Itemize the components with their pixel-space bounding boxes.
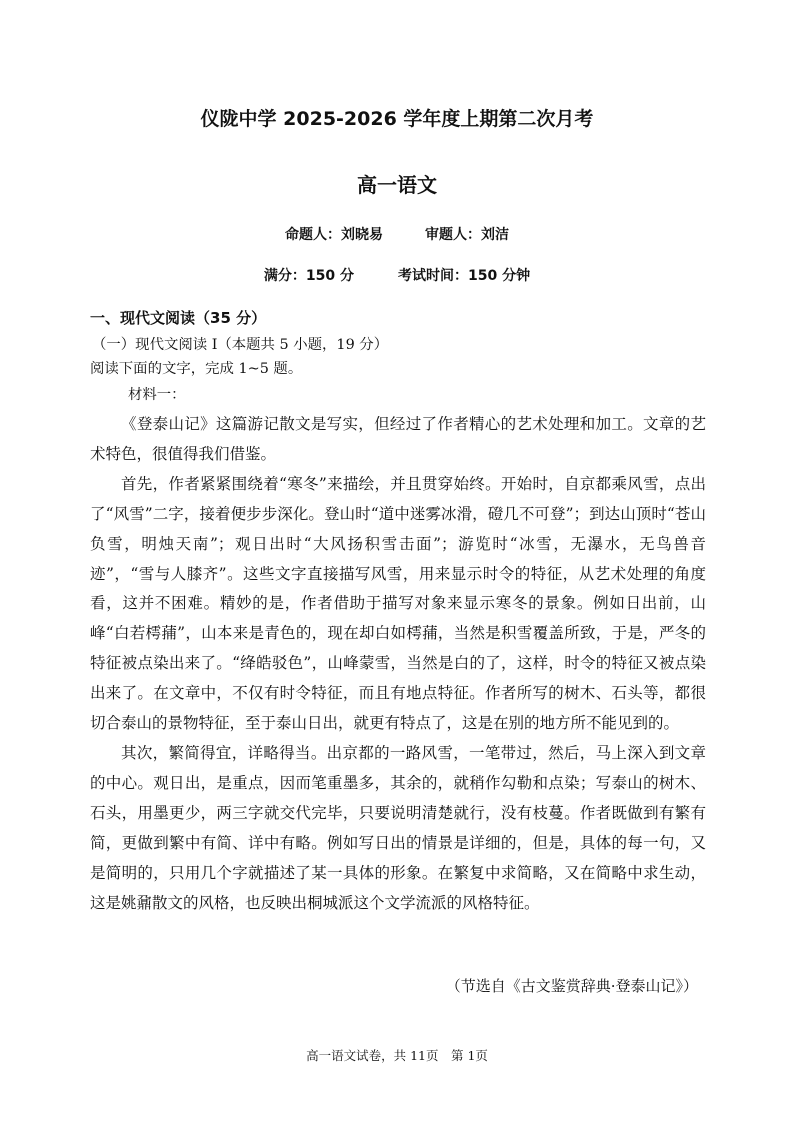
passage-source: （节选自《古文鉴赏辞典·登泰山记》） [445, 977, 698, 995]
passage-paragraph: 《登泰山记》这篇游记散文是写实，但经过了作者精心的艺术处理和加工。文章的艺术特色，很值得我们借鉴。 [90, 415, 706, 463]
passage-body [90, 410, 706, 918]
sub-heading: （一）现代文阅读 I（本题共 5 小题，19 分） [92, 337, 389, 353]
material-label: 材料一： [128, 387, 186, 403]
setter: 命题人：刘晓易 [285, 227, 383, 243]
setter-reviewer-line [0, 224, 794, 244]
passage-paragraph: 其次，繁简得宜，详略得当。出京都的一路风雪，一笔带过，然后，马上深入到文章的中心。观日出，是重点，因而笔重墨多，其余的，就稍作勾勒和点染；写泰山的树木、石头，用墨更少，两三字就交代完毕，只要说明清楚就行，没有枝蔓。作者既做到有繁有简，更做到繁中有简、详中有略。例如写日出的情景是详细的，但是，具体的每一句，又是简明的，只用几个字就描述了某一具体的形象。在繁复中求简略，又在简略中求生动，这是姚鼐散文的风格，也反映出桐城派这个文学流派的风格特征。 [90, 743, 706, 912]
instruction: 阅读下面的文字，完成 1~5 题。 [90, 361, 303, 377]
reviewer: 审题人：刘洁 [425, 227, 509, 243]
page-footer: 高一语文试卷，共 11页 第 1页 [306, 1048, 488, 1063]
subject-title: 高一语文 [357, 173, 437, 197]
passage-paragraph: 首先，作者紧紧围绕着“寒冬”来描绘，并且贯穿始终。开始时，自京都乘风雪，点出了“风雪”二字，接着便步步深化。登山时“道中迷雾冰滑，磴几不可登”；到达山顶时“苍山负雪，明烛天南”；观日出时“大风扬积雪击面”；游览时“冰雪，无瀑水，无鸟兽音迹”，“雪与人膝齐”。这些文字直接描写风雪，用来显示时令的特征，从艺术处理的角度看，这并不困难。精妙的是，作者借助于描写对象来显示寒冬的景象。例如日出前，山峰“白若樗蒱”，山本来是青色的，现在却白如樗蒱，当然是积雪覆盖所致，于是，严冬的特征被点染出来了。“绛皓驳色”，山峰蒙雪，当然是白的了，这样，时令的特征又被点染出来了。在文章中，不仅有时令特征，而且有地点特征。作者所写的树木、石头等，都很切合泰山的景物特征，至于泰山日出，就更有特点了，这是在别的地方所不能见到的。 [90, 474, 706, 733]
score-time-line [0, 265, 794, 285]
full-score: 满分：150 分 [263, 268, 354, 284]
exam-title: 仪陇中学 2025-2026 学年度上期第二次月考 [200, 108, 594, 130]
exam-time: 考试时间：150 分钟 [398, 268, 531, 284]
section-heading: 一、现代文阅读（35 分） [90, 309, 267, 327]
